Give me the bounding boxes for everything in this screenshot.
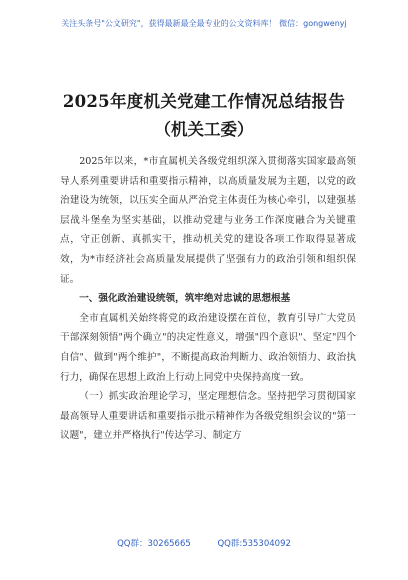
subsection-1-paragraph: （一）抓实政治理论学习，坚定理想信念。坚持把学习贯彻国家最高领导人重要讲话和重要指示批示精神作为各级党组织会议的"第一议题"，建立并严格执行"传达学习、制定方 [60,391,356,442]
promo-header [0,18,408,46]
promo-text: 关注头条号"公文研究"，获得最新最全最专业的公文资料库！ 微信：gongwenyj [61,19,347,28]
title-main: 2025年度机关党建工作情况总结报告 [62,92,346,111]
section-1-heading: 一、强化政治建设统领，筑牢绝对忠诚的思想根基 [79,293,291,305]
intro-paragraph: 2025年以来，*市直属机关各级党组织深入贯彻落实国家最高领导人系列重要讲话和重要指示精神，以高质量发展为主题，以党的政治建设为统领，以压实全面从严治党主体责任为核心牵引，以建强基层战斗堡垒为坚实基础，以推动党建与业务工作深度融合为关键重点，守正创新、真抓实干，推动机关党的建设各项工作取得显著成效，为*市经济社会高质量发展提供了坚强有力的政治引领和组织保证。 [60,156,356,285]
document-body [60,152,356,446]
document-title [0,88,408,140]
qq-group-1: QQ群：30265665 [117,539,191,549]
qq-group-2: QQ群:535304092 [217,539,291,549]
promo-footer [0,537,408,549]
title-subtitle: （机关工委） [154,120,254,139]
section-1-paragraph: 全市直属机关始终将党的政治建设摆在首位，教育引导广大党员干部深刻领悟"两个确立"的决定性意义，增强"四个意识"、坚定"四个自信"、做到"两个维护"，不断提高政治判断力、政治领悟力、政治执行力，确保在思想上政治上行动上同党中央保持高度一致。 [60,312,356,383]
